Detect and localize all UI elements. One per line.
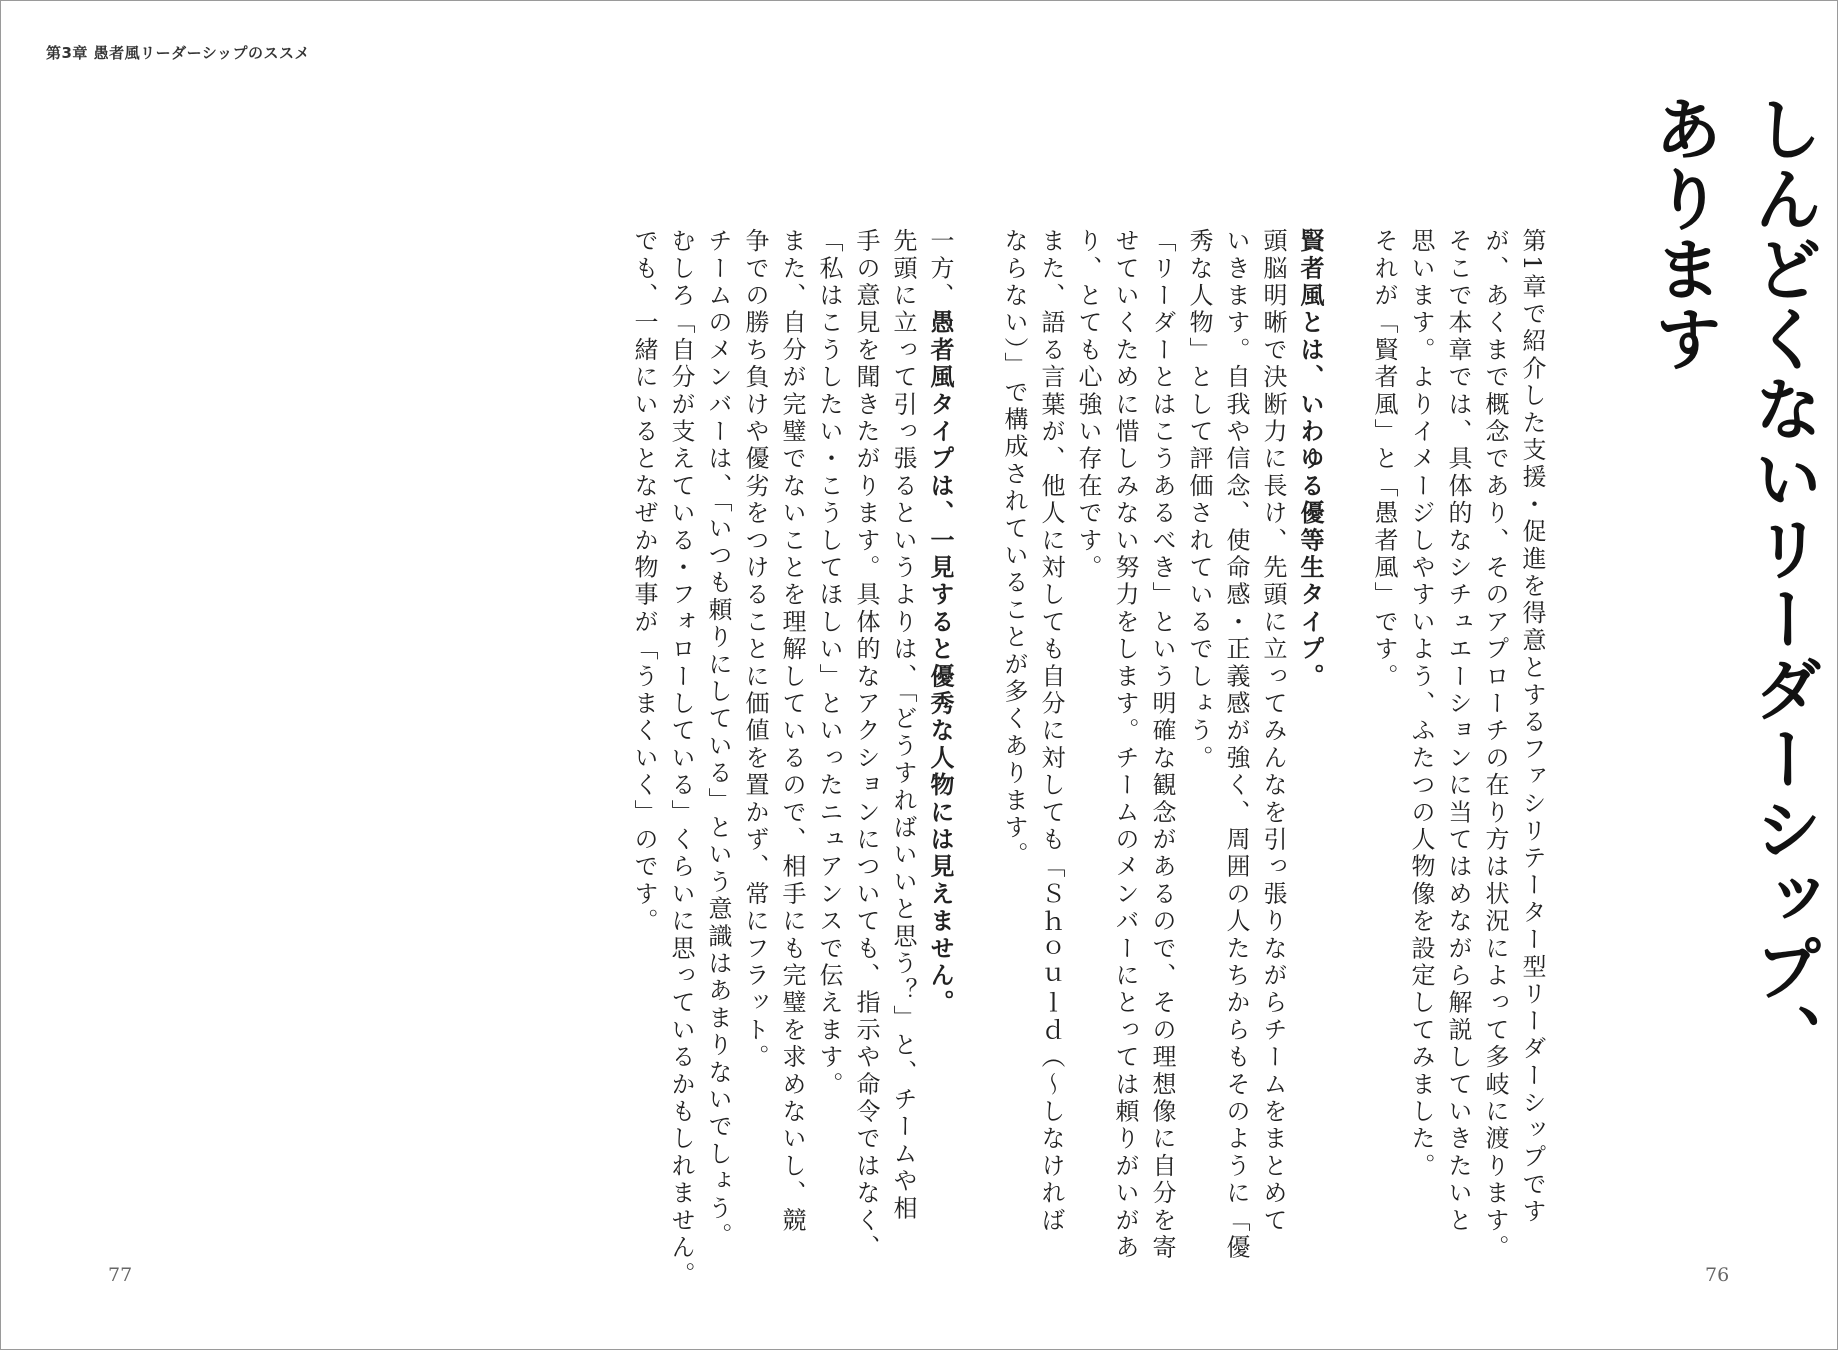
text-line: 手の意見を聞きたがります。具体的なアクションについても、指示や命令ではなく、 xyxy=(852,228,880,1262)
text-line: ならない）」で構成されていることが多くあります。 xyxy=(1000,228,1028,869)
heading-line-2: あります xyxy=(1643,94,1722,374)
text-line: 「私はこうしたい・こうしてほしい」といったニュアンスで伝えます。 xyxy=(815,228,843,1099)
page-number-left: 77 xyxy=(108,1264,133,1286)
text-line-bold: 賢者風とは、いわゆる優等生タイプ。 xyxy=(1296,228,1324,691)
text-line: 「リーダーとはこうあるべき」という明確な観念があるので、その理想像に自分を寄 xyxy=(1148,228,1176,1262)
text-line: むしろ「自分が支えている・フォローしている」くらいに思っているかもしれません。 xyxy=(667,228,695,1289)
text-line: が、あくまで概念であり、そのアプローチの在り方は状況によって多岐に渡ります。 xyxy=(1481,228,1509,1262)
text-line: 第1章で紹介した支援・促進を得意とするファシリテーター型リーダーシップです xyxy=(1518,228,1546,1226)
heading-line-1: しんどくないリーダーシップ、 xyxy=(1743,94,1822,1074)
chapter-heading xyxy=(1612,94,1832,1214)
text-line: チームのメンバーは、「いつも頼りにしている」という意識はあまりないでしょう。 xyxy=(704,228,732,1250)
text-bold: 愚者風タイプは、一見すると優秀な人物には見えません。 xyxy=(926,309,954,1017)
text-line: 争での勝ち負けや優劣をつけることに価値を置かず、常にフラット。 xyxy=(741,228,769,1072)
text-line: また、語る言葉が、他人に対しても自分に対しても「Ｓｈｏｕｌｄ（～しなければ xyxy=(1037,228,1065,1235)
text-line: そこで本章では、具体的なシチュエーションに当てはめながら解説していきたいと xyxy=(1444,228,1472,1235)
text-line-mixed xyxy=(921,228,958,1188)
text-line: 思います。よりイメージしやすいよう、ふたつの人物像を設定してみました。 xyxy=(1407,228,1435,1180)
text-line: いきます。自我や信念、使命感・正義感が強く、周囲の人たちからもそのように「優 xyxy=(1222,228,1250,1262)
text-prefix: 一方、 xyxy=(926,228,954,310)
text-line: せていくために惜しみない努力をします。チームのメンバーにとっては頼りがいがあ xyxy=(1111,228,1139,1262)
running-head: 第3章 愚者風リーダーシップのススメ xyxy=(46,44,311,62)
page-number-right: 76 xyxy=(1705,1264,1730,1286)
text-line: 秀な人物」として評価されているでしょう。 xyxy=(1185,228,1213,772)
text-line: 先頭に立って引っ張るというよりは、「どうすればいいと思う？」と、チームや相 xyxy=(889,228,917,1223)
text-line: 頭脳明晰で決断力に長け、先頭に立ってみんなを引っ張りながらチームをまとめて xyxy=(1259,228,1287,1235)
text-line: でも、一緒にいるとなぜか物事が「うまくいく」のです。 xyxy=(630,228,658,936)
text-line: り、とても心強い存在です。 xyxy=(1074,228,1102,582)
text-line: また、自分が完璧でないことを理解しているので、相手にも完璧を求めないし、競 xyxy=(778,228,806,1235)
text-line: それが「賢者風」と「愚者風」です。 xyxy=(1370,228,1398,691)
